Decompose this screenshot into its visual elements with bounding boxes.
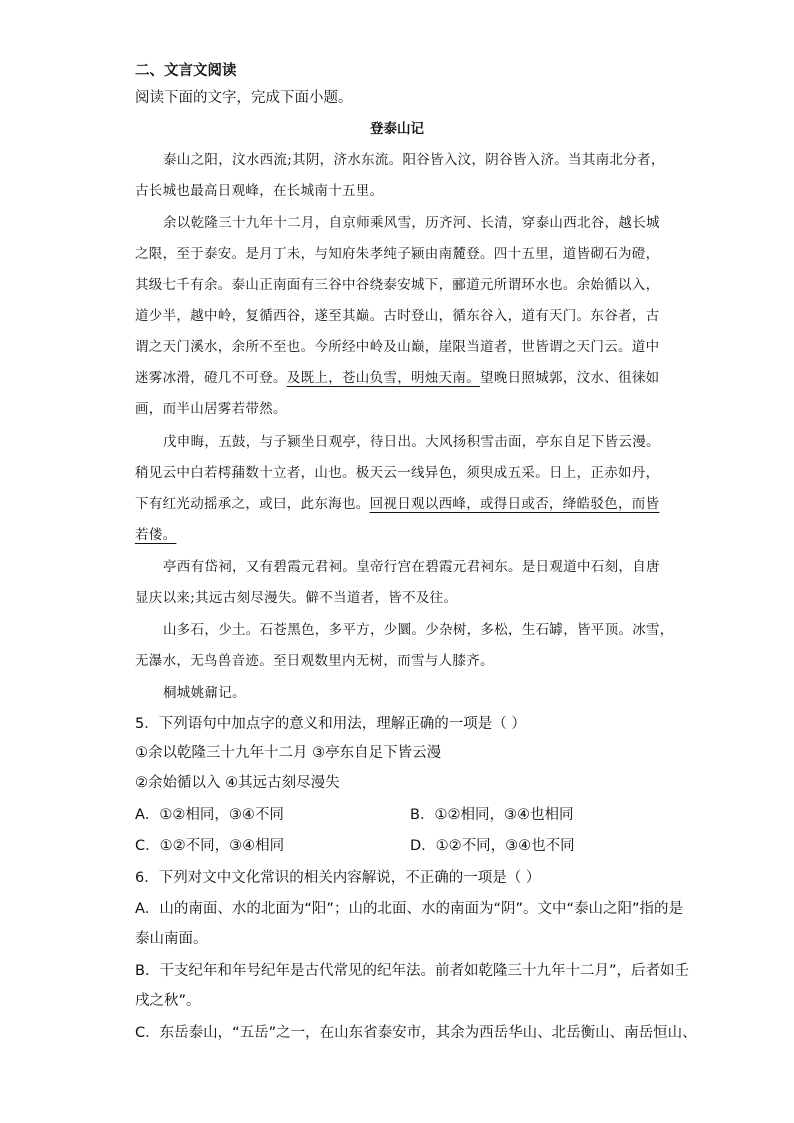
question-5-items-1: ①余以乾隆三十九年十二月 ③亭东自足下皆云漫 xyxy=(135,745,442,761)
passage-line: 显庆以来;其远古刻尽漫失。僻不当道者，皆不及往。 xyxy=(135,590,458,606)
passage-title: 登泰山记 xyxy=(370,121,424,137)
question-5-option-d: D．①②不同，③④也不同 xyxy=(410,838,575,854)
question-5-option-a: A．①②相同，③④不同 xyxy=(135,807,284,823)
question-5-option-c: C．①②不同，③④相同 xyxy=(135,838,285,854)
passage-line: 古长城也最高日观峰，在长城南十五里。 xyxy=(135,183,384,199)
question-6-stem: 6．下列对文中文化常识的相关内容解说，不正确的一项是（ ） xyxy=(135,870,541,886)
underlined-sentence: 若偻。 xyxy=(135,527,177,543)
passage-line: 余以乾隆三十九年十二月，自京师乘风雪，历齐河、长清，穿泰山西北谷，越长城 xyxy=(163,215,660,231)
passage-line: 戊申晦，五鼓，与子颍坐日观亭，待日出。大风扬积雪击面，亭东自足下皆云漫。 xyxy=(163,434,660,450)
question-5-stem: 5．下列语句中加点字的意义和用法，理解正确的一项是（ ） xyxy=(135,716,526,732)
passage-line: 稍见云中白若樗蒱数十立者，山也。极天云一线异色，须臾成五采。日上，正赤如丹， xyxy=(135,465,660,481)
passage-line-composite xyxy=(135,368,659,388)
passage-line: 亭西有岱祠，又有碧霞元君祠。皇帝行宫在碧霞元君祠东。是日观道中石刻，自唐 xyxy=(163,559,660,575)
passage-line: 道少半，越中岭，复循西谷，遂至其巅。古时登山，循东谷入，道有天门。东谷者，古 xyxy=(135,308,660,324)
section-heading: 二、文言文阅读 xyxy=(135,63,237,79)
passage-line: 泰山之阳，汶水西流;其阴，济水东流。阳谷皆入汶，阴谷皆入济。当其南北分者， xyxy=(163,152,665,168)
passage-line-composite xyxy=(135,494,659,514)
underlined-sentence: 及既上，苍山负雪，明烛天南。 xyxy=(286,370,481,386)
question-5-items-2: ②余始循以入 ④其远古刻尽漫失 xyxy=(135,775,340,791)
passage-line: 之限，至于泰安。是月丁未，与知府朱孝纯子颍由南麓登。四十五里，道皆砌石为磴， xyxy=(135,246,660,262)
passage-segment: 迷雾冰滑，磴几不可登。 xyxy=(135,370,287,386)
question-5-option-b: B．①②相同，③④也相同 xyxy=(410,807,574,823)
passage-line: 山多石，少土。石苍黑色，多平方，少圜。少杂树，多松，生石罅，皆平顶。冰雪， xyxy=(163,622,674,638)
passage-segment: 下有红光动摇承之，或曰，此东海也。 xyxy=(135,496,370,512)
question-6-option-c: C．东岳泰山，“五岳”之一，在山东省泰安市，其余为西岳华山、北岳衡山、南岳恒山、 xyxy=(135,1025,697,1041)
question-6-option-b: B．干支纪年和年号纪年是古代常见的纪年法。前者如乾隆三十九年十二月”，后者如壬 xyxy=(135,963,689,979)
passage-line: 无瀑水，无鸟兽音迹。至日观数里内无树，而雪与人膝齐。 xyxy=(135,653,494,669)
passage-segment: 望晚日照城郭，汶水、徂徕如 xyxy=(480,370,660,386)
passage-line: 其级七千有余。泰山正南面有三谷中谷绕泰安城下，郦道元所谓环水也。余始循以入， xyxy=(135,277,660,293)
underlined-sentence: 回视日观以西峰，或得日或否，绛皓驳色，而皆 xyxy=(369,496,660,512)
question-6-option-a: A．山的南面、水的北面为“阳”；山的北面、水的南面为“阴”。文中“泰山之阳”指的是 xyxy=(135,901,683,917)
passage-line: 谓之天门溪水，余所不至也。今所经中岭及山巅，崖限当道者，世皆谓之天门云。道中 xyxy=(135,339,660,355)
question-6-option-a-cont: 泰山南面。 xyxy=(135,931,208,947)
passage-line: 画，而半山居雾若带然。 xyxy=(135,401,287,417)
reading-instruction: 阅读下面的文字，完成下面小题。 xyxy=(135,90,353,106)
question-6-option-b-cont: 戌之秋”。 xyxy=(135,993,201,1009)
passage-line xyxy=(135,525,176,545)
passage-signature: 桐城姚鼐记。 xyxy=(163,685,246,701)
